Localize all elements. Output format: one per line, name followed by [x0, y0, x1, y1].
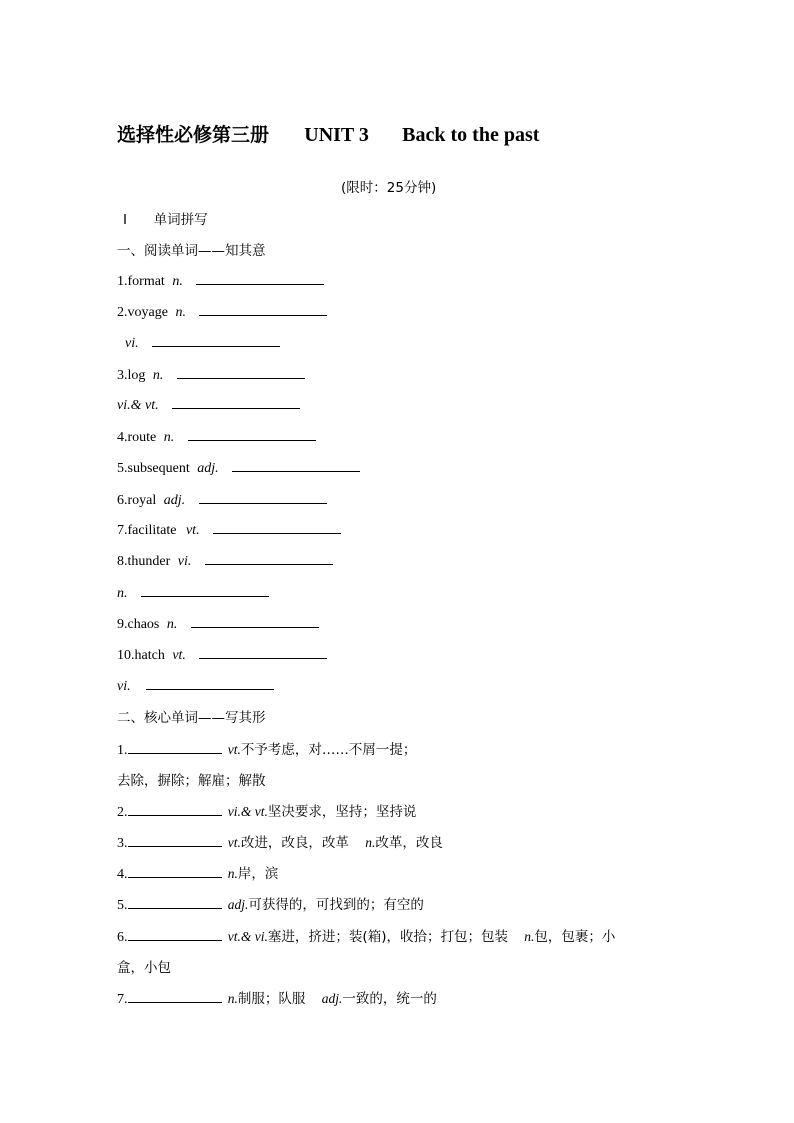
word: 8.thunder — [117, 554, 171, 569]
answer-blank[interactable] — [128, 834, 222, 847]
answer-blank[interactable] — [141, 584, 269, 597]
part-of-speech: n. — [117, 586, 128, 601]
section-title: 单词拼写 — [153, 212, 208, 228]
item-number: 6. — [117, 930, 128, 945]
list-item — [117, 521, 341, 541]
meaning-continued: 盒，小包 — [117, 960, 171, 976]
list-item — [117, 396, 300, 416]
part-of-speech: n. — [175, 305, 186, 320]
meaning: 坚决要求，坚持；坚持说 — [267, 804, 417, 820]
answer-blank[interactable] — [152, 334, 280, 347]
list-item — [117, 366, 305, 386]
part1-heading: 一、阅读单词——知其意 — [117, 243, 266, 259]
item-number: 7. — [117, 992, 128, 1007]
part-of-speech: vi. — [117, 679, 131, 694]
list-item — [117, 552, 333, 572]
list-item — [117, 740, 416, 761]
part-of-speech: n. — [166, 617, 178, 632]
title-book: 选择性必修第三册 — [117, 124, 270, 146]
part-of-speech: adj. — [163, 493, 186, 508]
list-item — [117, 303, 327, 323]
list-item — [117, 459, 360, 479]
meaning: 改进，改良，改革 — [240, 835, 349, 851]
answer-blank[interactable] — [177, 366, 305, 379]
part-of-speech: n. — [365, 835, 376, 850]
word: 9.chaos — [117, 617, 160, 632]
list-item — [117, 615, 319, 635]
list-item — [117, 584, 269, 604]
page-title — [117, 122, 539, 148]
part-of-speech: adj. — [197, 461, 219, 476]
list-item — [117, 491, 327, 511]
part-of-speech: vt.& vi. — [227, 929, 268, 944]
part-of-speech: adj. — [227, 897, 249, 912]
word: 3.log — [117, 368, 146, 383]
answer-blank[interactable] — [199, 491, 327, 504]
part-of-speech: n. — [227, 866, 238, 881]
answer-blank[interactable] — [128, 741, 222, 754]
item-number: 5. — [117, 898, 128, 913]
answer-blank[interactable] — [232, 459, 360, 472]
list-item — [117, 895, 424, 916]
word: 10.hatch — [117, 648, 165, 663]
word: 1.format — [117, 274, 165, 289]
meaning: 塞进，挤进；装(箱)，收拾；打包；包装 — [267, 929, 508, 945]
word: 6.royal — [117, 493, 157, 508]
word: 2.voyage — [117, 305, 168, 320]
meaning: 可获得的，可找到的；有空的 — [248, 897, 424, 913]
meaning: 包，包裹；小 — [534, 929, 616, 945]
part-of-speech: vt. — [172, 648, 186, 663]
answer-blank[interactable] — [128, 803, 222, 816]
part-of-speech: adj. — [321, 991, 343, 1006]
list-item — [117, 989, 437, 1010]
answer-blank[interactable] — [128, 865, 222, 878]
list-item — [117, 272, 324, 292]
list-item — [117, 833, 443, 854]
list-item — [117, 428, 316, 448]
word: 5.subsequent — [117, 461, 190, 476]
answer-blank[interactable] — [188, 428, 316, 441]
meaning-continued: 去除，摒除；解雇；解散 — [117, 773, 266, 789]
part2-heading: 二、核心单词——写其形 — [117, 710, 266, 726]
part-of-speech: vi.& vt. — [227, 804, 268, 819]
part-of-speech: n. — [172, 274, 183, 289]
meaning: 一致的，统一的 — [342, 991, 437, 1007]
item-number: 2. — [117, 805, 128, 820]
list-item — [117, 864, 278, 885]
answer-blank[interactable] — [146, 677, 274, 690]
answer-blank[interactable] — [199, 303, 327, 316]
time-limit: (限时：25分钟) — [341, 180, 437, 196]
part-of-speech: vi. — [177, 554, 192, 569]
title-unit: UNIT 3 — [304, 124, 369, 146]
item-number: 1. — [117, 743, 128, 758]
answer-blank[interactable] — [213, 521, 341, 534]
part-of-speech: n. — [163, 430, 175, 445]
part-of-speech: n. — [524, 929, 535, 944]
part-of-speech: vt. — [185, 523, 200, 538]
answer-blank[interactable] — [172, 396, 300, 409]
word: 4.route — [117, 430, 157, 445]
meaning: 不予考虑，对……不屑一提； — [240, 742, 417, 758]
answer-blank[interactable] — [128, 896, 222, 909]
part-of-speech: vt. — [227, 835, 241, 850]
list-item — [117, 677, 274, 697]
answer-blank[interactable] — [128, 990, 222, 1003]
section-heading — [123, 210, 208, 230]
part-of-speech: vt. — [227, 742, 241, 757]
part-of-speech: n. — [227, 991, 238, 1006]
list-item — [125, 334, 280, 354]
section-number: Ⅰ — [123, 212, 127, 228]
word: 7.facilitate — [117, 523, 177, 538]
part-of-speech: vi.& vt. — [117, 398, 159, 413]
meaning: 改革，改良 — [375, 835, 443, 851]
item-number: 4. — [117, 867, 128, 882]
list-item — [117, 927, 615, 948]
list-item — [117, 646, 327, 666]
meaning: 岸，滨 — [237, 866, 279, 882]
part-of-speech: vi. — [125, 336, 139, 351]
item-number: 3. — [117, 836, 128, 851]
meaning: 制服；队服 — [237, 991, 306, 1007]
part-of-speech: n. — [152, 368, 164, 383]
answer-blank[interactable] — [196, 272, 324, 285]
title-unit-name: Back to the past — [402, 124, 540, 146]
answer-blank[interactable] — [191, 615, 319, 628]
answer-blank[interactable] — [128, 928, 222, 941]
list-item — [117, 802, 416, 823]
answer-blank[interactable] — [205, 552, 333, 565]
answer-blank[interactable] — [199, 646, 327, 659]
